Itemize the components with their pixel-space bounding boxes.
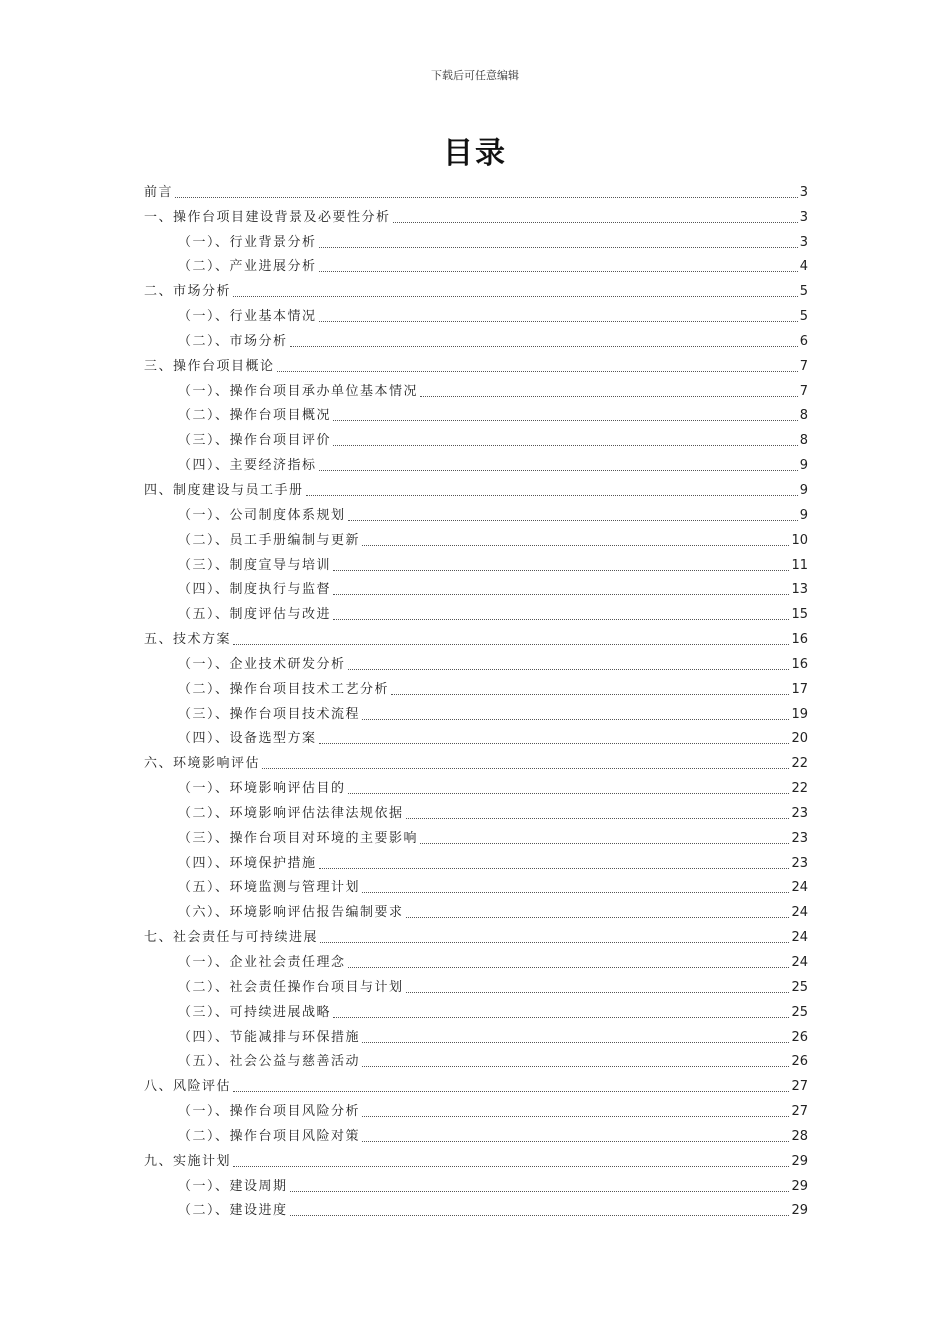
toc-entry-label: 九、实施计划 — [144, 1153, 232, 1169]
toc-entry-page: 23 — [791, 855, 808, 871]
toc-entry[interactable] — [144, 623, 808, 648]
toc-entry[interactable] — [144, 474, 808, 499]
toc-entry[interactable] — [144, 524, 808, 549]
toc-entry-label: （一）、行业基本情况 — [178, 309, 317, 325]
toc-leader-dots — [362, 545, 789, 546]
toc-leader-dots — [333, 570, 789, 571]
toc-entry-label: （二）、建设进度 — [178, 1203, 288, 1219]
toc-entry-label: 六、环境影响评估 — [144, 756, 261, 772]
toc-entry-label: 二、市场分析 — [144, 284, 232, 300]
toc-entry-label: 一、操作台项目建设背景及必要性分析 — [144, 209, 391, 225]
toc-leader-dots — [262, 768, 789, 769]
toc-entry-label: （一）、环境影响评估目的 — [178, 781, 346, 797]
toc-entry-page: 24 — [791, 930, 808, 946]
toc-entry-label: 四、制度建设与员工手册 — [144, 482, 304, 498]
toc-entry-label: （四）、制度执行与监督 — [178, 582, 332, 598]
toc-entry-label: （二）、操作台项目风险对策 — [178, 1128, 361, 1144]
toc-entry-page: 28 — [791, 1128, 808, 1144]
toc-entry[interactable] — [144, 946, 808, 971]
toc-leader-dots — [233, 644, 789, 645]
toc-entry-label: （三）、操作台项目技术流程 — [178, 706, 361, 722]
toc-entry-page: 9 — [799, 482, 808, 498]
toc-entry-page: 4 — [799, 259, 808, 275]
toc-entry[interactable] — [144, 698, 808, 723]
toc-leader-dots — [290, 1215, 790, 1216]
toc-leader-dots — [319, 271, 798, 272]
toc-entry-label: （二）、产业进展分析 — [178, 259, 317, 275]
toc-entry-page: 5 — [799, 284, 808, 300]
toc-entry[interactable] — [144, 1046, 808, 1071]
toc-entry-page: 26 — [791, 1054, 808, 1070]
toc-entry-label: 前言 — [144, 184, 174, 200]
toc-leader-dots — [290, 1191, 790, 1192]
toc-entry-page: 3 — [799, 184, 808, 200]
toc-entry[interactable] — [144, 772, 808, 797]
table-of-contents — [144, 176, 808, 1219]
toc-entry-page: 20 — [791, 731, 808, 747]
toc-entry-page: 16 — [791, 656, 808, 672]
toc-entry[interactable] — [144, 1195, 808, 1220]
toc-entry-page: 27 — [791, 1104, 808, 1120]
toc-entry-page: 9 — [799, 507, 808, 523]
toc-entry-page: 7 — [799, 358, 808, 374]
toc-entry-label: （四）、主要经济指标 — [178, 458, 317, 474]
toc-entry-page: 6 — [799, 333, 808, 349]
toc-leader-dots — [362, 892, 789, 893]
toc-entry[interactable] — [144, 822, 808, 847]
toc-entry-label: （一）、企业技术研发分析 — [178, 656, 346, 672]
toc-entry[interactable] — [144, 1170, 808, 1195]
toc-entry[interactable] — [144, 275, 808, 300]
toc-entry[interactable] — [144, 226, 808, 251]
toc-leader-dots — [306, 495, 798, 496]
toc-entry-label: （一）、企业社会责任理念 — [178, 955, 346, 970]
toc-entry[interactable] — [144, 375, 808, 400]
toc-entry-label: （四）、节能减排与环保措施 — [178, 1029, 361, 1045]
toc-entry-page: 29 — [791, 1153, 808, 1169]
toc-entry[interactable] — [144, 971, 808, 996]
toc-entry-page: 13 — [791, 582, 808, 598]
toc-entry[interactable] — [144, 424, 808, 449]
toc-leader-dots — [333, 420, 798, 421]
toc-leader-dots — [406, 818, 790, 819]
toc-entry-label: 五、技术方案 — [144, 632, 232, 648]
toc-leader-dots — [319, 321, 798, 322]
toc-leader-dots — [233, 296, 798, 297]
toc-leader-dots — [319, 470, 798, 471]
toc-entry[interactable] — [144, 176, 808, 201]
toc-entry-label: （六）、环境影响评估报告编制要求 — [178, 905, 404, 921]
toc-entry[interactable] — [144, 251, 808, 276]
toc-leader-dots — [406, 992, 790, 993]
toc-entry[interactable] — [144, 1120, 808, 1145]
toc-entry[interactable] — [144, 896, 808, 921]
toc-entry-page: 23 — [791, 805, 808, 821]
toc-leader-dots — [348, 520, 798, 521]
toc-entry[interactable] — [144, 574, 808, 599]
toc-entry[interactable] — [144, 797, 808, 822]
toc-leader-dots — [362, 1066, 789, 1067]
toc-entry-label: （四）、设备选型方案 — [178, 731, 317, 747]
toc-leader-dots — [348, 669, 790, 670]
toc-leader-dots — [406, 917, 790, 918]
toc-entry-label: 八、风险评估 — [144, 1079, 232, 1095]
toc-entry-label: （五）、环境监测与管理计划 — [178, 880, 361, 896]
page-header: 下载后可任意编辑 — [431, 69, 519, 82]
toc-leader-dots — [319, 247, 798, 248]
toc-leader-dots — [277, 371, 798, 372]
toc-entry-page: 22 — [791, 781, 808, 797]
toc-entry[interactable] — [144, 449, 808, 474]
toc-leader-dots — [333, 1017, 789, 1018]
toc-entry[interactable] — [144, 549, 808, 574]
toc-entry[interactable] — [144, 350, 808, 375]
toc-entry-label: （三）、操作台项目评价 — [178, 433, 332, 449]
toc-entry-page: 3 — [799, 209, 808, 225]
toc-entry-page: 26 — [791, 1029, 808, 1045]
toc-entry-label: （二）、员工手册编制与更新 — [178, 532, 361, 548]
toc-entry-label: （二）、操作台项目技术工艺分析 — [178, 681, 390, 697]
toc-entry-page: 5 — [799, 309, 808, 325]
toc-entry[interactable] — [144, 325, 808, 350]
toc-entry-label: （二）、操作台项目概况 — [178, 408, 332, 424]
toc-entry-page: 7 — [799, 383, 808, 399]
toc-entry[interactable] — [144, 648, 808, 673]
toc-entry-label: （一）、行业背景分析 — [178, 234, 317, 250]
toc-leader-dots — [362, 719, 789, 720]
toc-entry-label: （四）、环境保护措施 — [178, 855, 317, 871]
toc-entry-label: （一）、公司制度体系规划 — [178, 507, 346, 523]
toc-entry-page: 22 — [791, 756, 808, 772]
toc-entry[interactable] — [144, 673, 808, 698]
toc-entry[interactable] — [144, 1095, 808, 1120]
toc-leader-dots — [333, 445, 798, 446]
toc-entry-label: （五）、社会公益与慈善活动 — [178, 1054, 361, 1070]
toc-entry[interactable] — [144, 598, 808, 623]
toc-entry[interactable] — [144, 1145, 808, 1170]
toc-entry-page: 8 — [799, 408, 808, 424]
toc-entry[interactable] — [144, 747, 808, 772]
toc-entry-page: 3 — [799, 234, 808, 250]
toc-leader-dots — [420, 843, 789, 844]
toc-leader-dots — [319, 743, 790, 744]
toc-entry[interactable] — [144, 847, 808, 872]
toc-entry[interactable] — [144, 921, 808, 946]
toc-entry-page: 23 — [791, 830, 808, 846]
toc-entry-label: （一）、建设周期 — [178, 1178, 288, 1194]
toc-entry[interactable] — [144, 1070, 808, 1095]
toc-leader-dots — [348, 967, 790, 968]
toc-entry[interactable] — [144, 996, 808, 1021]
toc-entry-page: 15 — [791, 607, 808, 623]
toc-entry[interactable] — [144, 201, 808, 226]
toc-leader-dots — [233, 1166, 789, 1167]
toc-entry-page: 17 — [791, 681, 808, 697]
toc-entry-page: 29 — [791, 1203, 808, 1219]
toc-entry-page: 25 — [791, 1004, 808, 1020]
toc-entry[interactable] — [144, 499, 808, 524]
toc-entry-page: 11 — [791, 557, 808, 573]
toc-entry-page: 24 — [791, 905, 808, 921]
toc-entry[interactable] — [144, 400, 808, 425]
page-title: 目录 — [443, 136, 507, 171]
toc-entry-label: （三）、操作台项目对环境的主要影响 — [178, 830, 419, 846]
toc-entry-page: 10 — [791, 532, 808, 548]
toc-entry-label: 七、社会责任与可持续进展 — [144, 930, 319, 946]
toc-leader-dots — [362, 1116, 789, 1117]
toc-entry-page: 24 — [791, 955, 808, 970]
toc-leader-dots — [362, 1141, 789, 1142]
toc-entry[interactable] — [144, 872, 808, 897]
toc-leader-dots — [362, 1042, 789, 1043]
toc-leader-dots — [333, 619, 789, 620]
toc-entry-label: （一）、操作台项目承办单位基本情况 — [178, 383, 419, 399]
toc-entry-page: 27 — [791, 1079, 808, 1095]
toc-entry[interactable] — [144, 723, 808, 748]
toc-entry-page: 16 — [791, 632, 808, 648]
toc-entry-page: 29 — [791, 1178, 808, 1194]
toc-leader-dots — [290, 346, 798, 347]
toc-entry-label: （二）、环境影响评估法律法规依据 — [178, 805, 404, 821]
toc-entry-page: 9 — [799, 458, 808, 474]
toc-entry-label: （二）、社会责任操作台项目与计划 — [178, 979, 404, 995]
toc-leader-dots — [420, 396, 798, 397]
toc-leader-dots — [175, 197, 798, 198]
toc-entry-page: 24 — [791, 880, 808, 896]
toc-entry[interactable] — [144, 300, 808, 325]
toc-entry-label: （三）、可持续进展战略 — [178, 1004, 332, 1020]
toc-leader-dots — [348, 793, 790, 794]
toc-entry[interactable] — [144, 1021, 808, 1046]
toc-leader-dots — [319, 868, 790, 869]
toc-leader-dots — [320, 942, 789, 943]
toc-entry-page: 25 — [791, 979, 808, 995]
toc-entry-label: 三、操作台项目概论 — [144, 358, 275, 374]
toc-leader-dots — [393, 222, 798, 223]
toc-entry-page: 19 — [791, 706, 808, 722]
toc-entry-page: 8 — [799, 433, 808, 449]
toc-leader-dots — [233, 1091, 789, 1092]
toc-leader-dots — [391, 694, 789, 695]
toc-leader-dots — [333, 594, 789, 595]
toc-entry-label: （五）、制度评估与改进 — [178, 607, 332, 623]
toc-entry-label: （一）、操作台项目风险分析 — [178, 1104, 361, 1120]
toc-entry-label: （二）、市场分析 — [178, 333, 288, 349]
toc-entry-label: （三）、制度宣导与培训 — [178, 557, 332, 573]
